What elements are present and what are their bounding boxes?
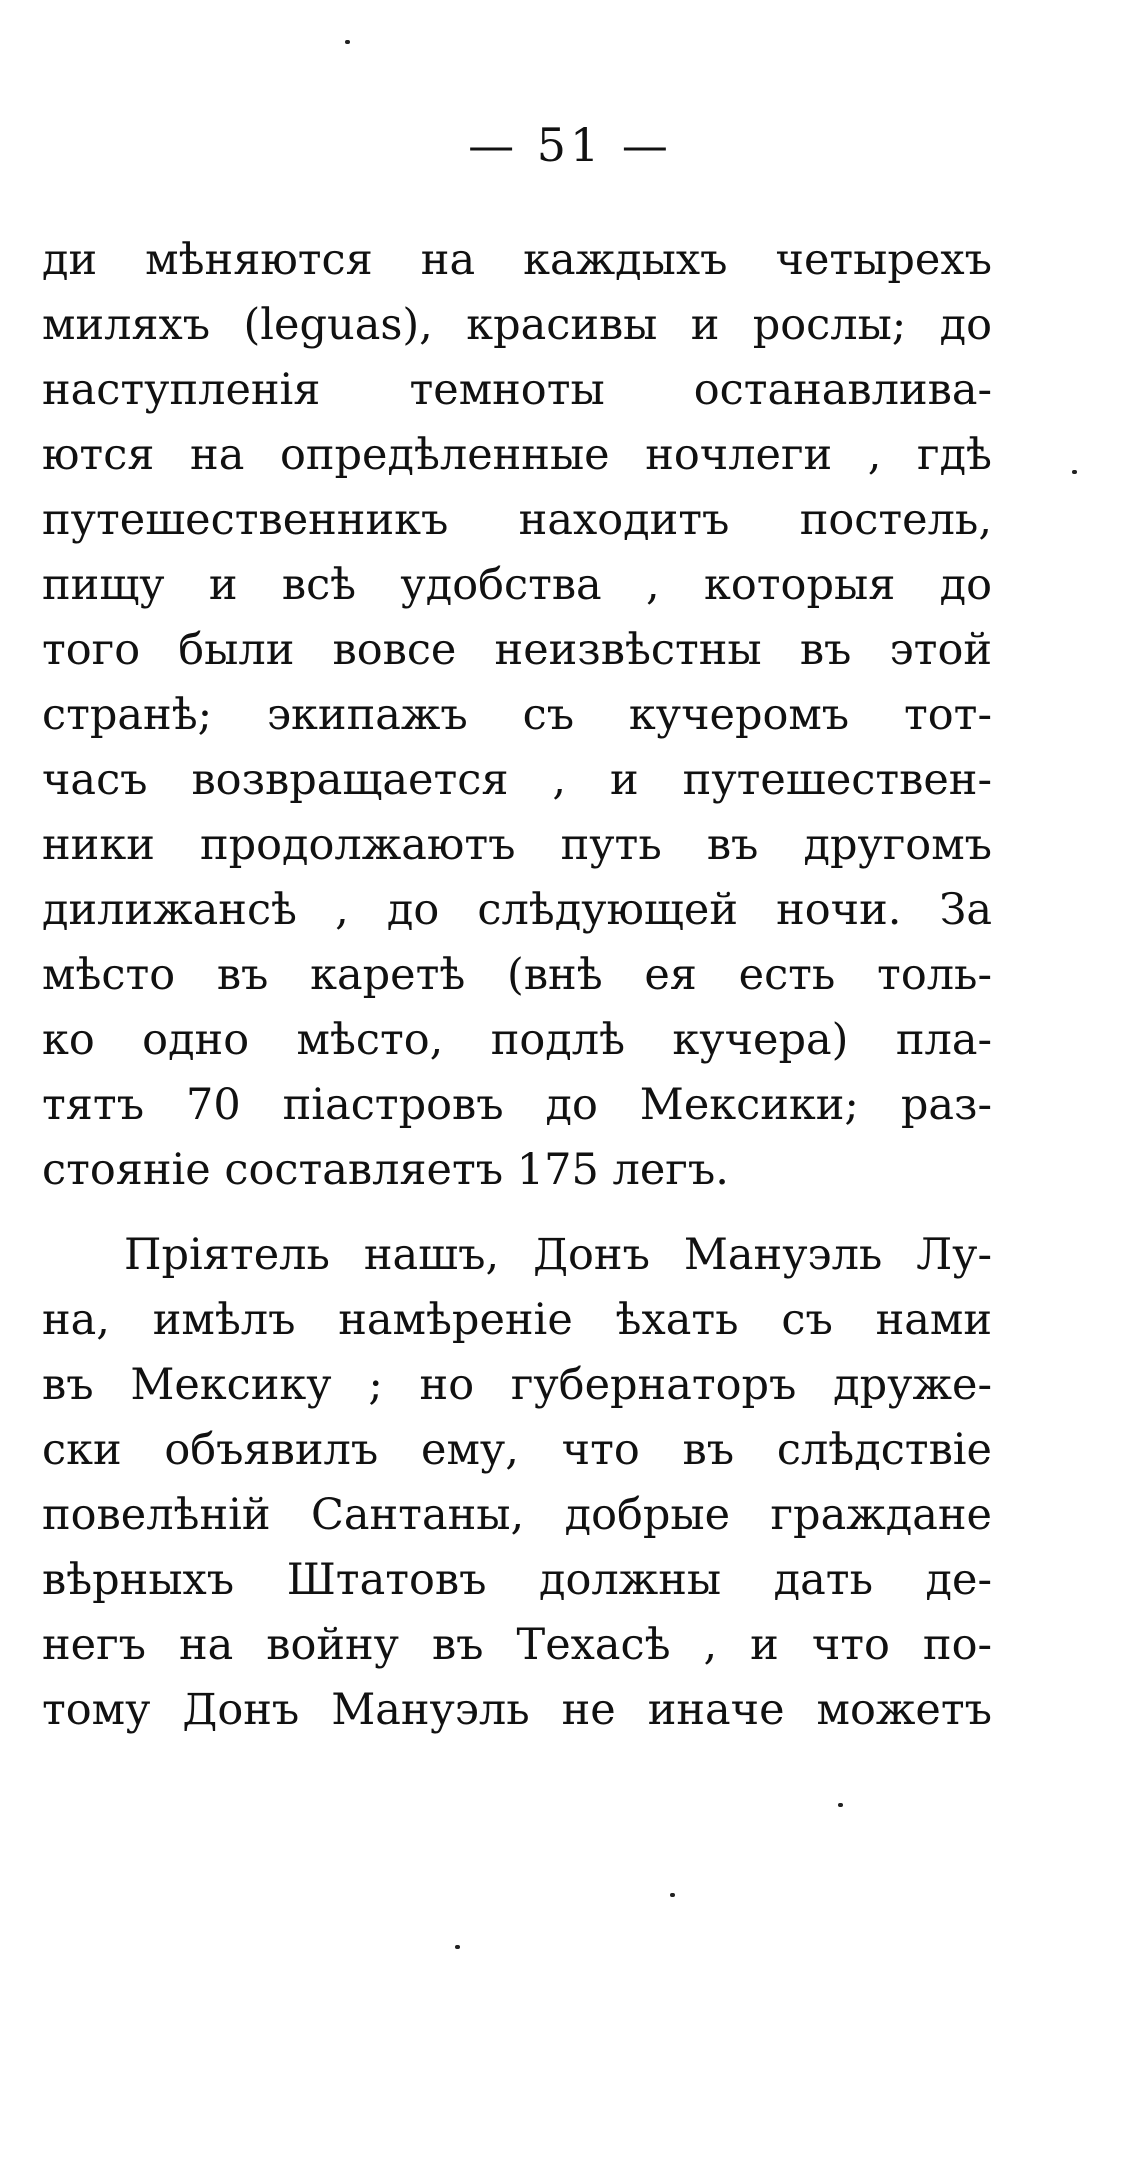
text-line: ются на опредѣленные ночлеги , гдѣ bbox=[42, 430, 992, 480]
text-line: тятъ 70 піастровъ до Мексики; раз- bbox=[42, 1080, 992, 1130]
paragraph-gap bbox=[42, 1203, 992, 1223]
print-speck bbox=[455, 1945, 460, 1949]
text-line: часъ возвращается , и путешествен- bbox=[42, 755, 992, 805]
text-line: въ Мексику ; но губернаторъ друже- bbox=[42, 1360, 992, 1410]
text-line: ко одно мѣсто, подлѣ кучера) пла- bbox=[42, 1015, 992, 1065]
text-line: тому Донъ Мануэль не иначе можетъ bbox=[42, 1685, 992, 1735]
text-line: дилижансѣ , до слѣдующей ночи. За bbox=[42, 885, 992, 935]
text-line: миляхъ (leguas), красивы и рослы; до bbox=[42, 300, 992, 350]
text-line: путешественникъ находитъ постель, bbox=[42, 495, 992, 545]
text-line: на, имѣлъ намѣреніе ѣхать съ нами bbox=[42, 1295, 992, 1345]
paragraph-1 bbox=[42, 228, 992, 1203]
paragraph-2 bbox=[42, 1223, 992, 1743]
print-speck bbox=[1072, 470, 1077, 474]
text-line: ски объявилъ ему, что въ слѣдствіе bbox=[42, 1425, 992, 1475]
print-speck bbox=[670, 1893, 675, 1897]
text-line: стояніе составляетъ 175 легъ. bbox=[42, 1145, 729, 1195]
text-line: вѣрныхъ Штатовъ должны дать де- bbox=[42, 1555, 992, 1605]
text-line: повелѣній Сантаны, добрые граждане bbox=[42, 1490, 992, 1540]
text-line: мѣсто въ каретѣ (внѣ ея есть толь- bbox=[42, 950, 992, 1000]
text-line: наступленія темноты останавлива- bbox=[42, 365, 992, 415]
page-number: — 51 — bbox=[468, 118, 672, 172]
print-speck bbox=[838, 1803, 843, 1807]
text-line: странѣ; экипажъ съ кучеромъ тот- bbox=[42, 690, 992, 740]
body-text bbox=[42, 228, 992, 1743]
text-line: негъ на войну въ Техасѣ , и что по- bbox=[42, 1620, 992, 1670]
text-line: Пріятель нашъ, Донъ Мануэль Лу- bbox=[124, 1230, 992, 1280]
print-speck bbox=[345, 40, 350, 44]
text-line: пищу и всѣ удобства , которыя до bbox=[42, 560, 992, 610]
text-line: того были вовсе неизвѣстны въ этой bbox=[42, 625, 992, 675]
text-line: ники продолжаютъ путь въ другомъ bbox=[42, 820, 992, 870]
text-line: ди мѣняются на каждыхъ четырехъ bbox=[42, 235, 992, 285]
